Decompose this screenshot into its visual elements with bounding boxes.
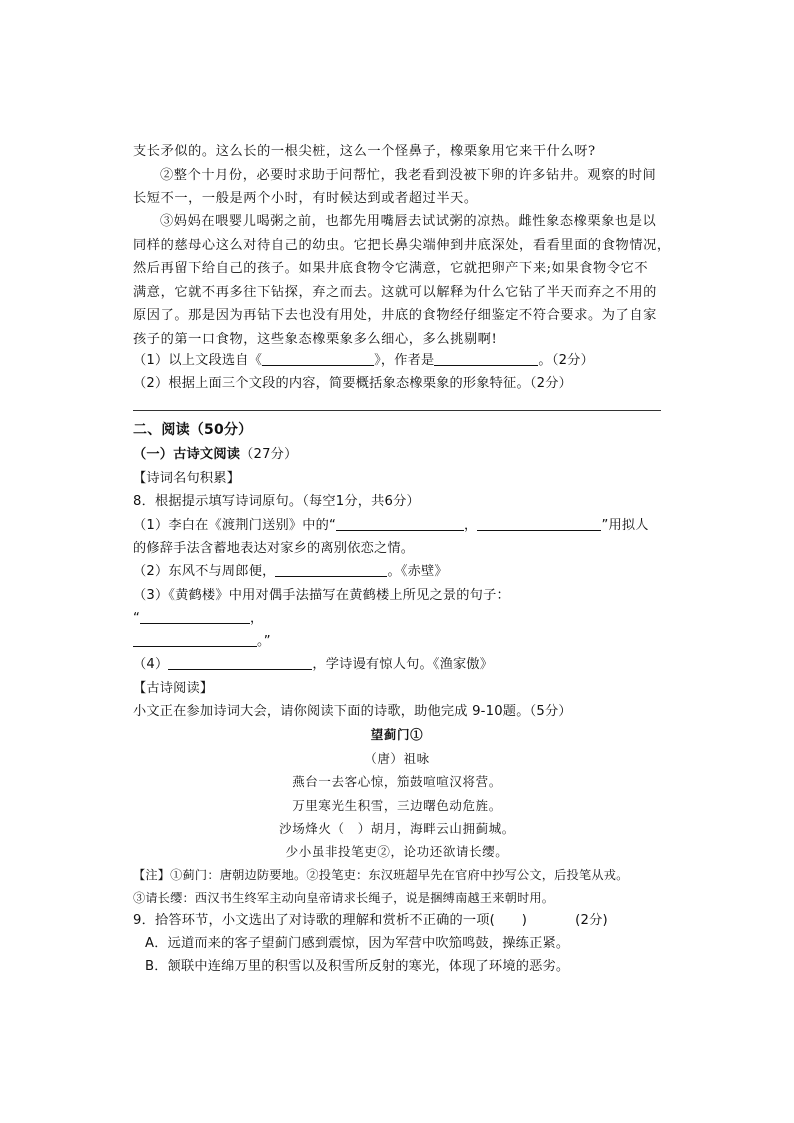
- passage-line: 然后再留下给自己的孩子。如果井底食物令它满意，它就把卵产下来;如果食物令它不: [133, 261, 649, 276]
- question-8: 8．根据提示填写诗词原句。（每空1分，共6分）: [133, 494, 420, 509]
- passage-line: ②整个十月份，必要时求助于问帮忙，我老看到没被下卵的许多钻井。观察的时间: [160, 168, 657, 183]
- question-8-3-line-b: 。”: [133, 633, 271, 651]
- answer-blank[interactable]: [168, 656, 312, 670]
- section-heading: 二、阅读（50分）: [133, 422, 253, 438]
- question-2: （2）根据上面三个文段的内容，简要概括象态橡栗象的形象特征。（2分）: [133, 376, 572, 391]
- passage-line: 满意，它就不再多往下钻探，弃之而去。这就可以解释为什么它钻了半天而弃之不用的: [133, 285, 657, 300]
- answer-blank[interactable]: [275, 563, 387, 577]
- passage-line: ③妈妈在喂婴儿喝粥之前，也都先用嘴唇去试试粥的凉热。雌性象态橡栗象也是以: [160, 214, 657, 229]
- passage-line: 同样的慈母心这么对待自己的幼虫。它把长鼻尖端伸到井底深处，看看里面的食物情况，: [133, 238, 671, 253]
- passage-line: 孩子的第一口食物，这些象态橡栗象多么细心，多么挑剔啊!: [133, 332, 498, 347]
- question-8-3: （3）《黄鹤楼》中用对偶手法描写在黄鹤楼上所见之景的句子：: [133, 588, 510, 603]
- answer-blank[interactable]: [336, 517, 464, 531]
- answer-blank[interactable]: [140, 610, 250, 624]
- subsection-tag: 【古诗阅读】: [133, 681, 214, 696]
- poem-line: 燕台一去客心惊，笳鼓喧喧汉将营。: [292, 774, 502, 789]
- answer-blank[interactable]: [477, 517, 601, 531]
- poem-line: 少小虽非投笔吏②，论功还欲请长缨。: [285, 844, 509, 859]
- answer-blank-source[interactable]: [262, 352, 374, 366]
- option-b[interactable]: B．颔联中连绵万里的积雪以及积雪所反射的寒光，体现了环境的恶劣。: [145, 959, 570, 974]
- passage-line: 支长矛似的。这么长的一根尖桩，这么一个怪鼻子，橡栗象用它来干什么呀?: [133, 144, 596, 159]
- poem-line: 万里寒光生积雪，三边曙色动危旌。: [292, 798, 502, 813]
- question-8-4: （4） ，学诗谩有惊人句。《渔家傲》: [133, 657, 494, 672]
- poem-title: 望蓟门①: [370, 727, 424, 742]
- poem-note: ③请长缨：西汉书生终军主动向皇帝请求长绳子，说是捆缚南越王来朝时用。: [133, 891, 555, 905]
- question-8-3-line-a: “ ，: [133, 611, 264, 626]
- section-divider: [133, 410, 661, 411]
- question-1: （1）以上文段选自《 》，作者是 。（2分）: [133, 353, 594, 368]
- question-8-1-cont: 的修辞手法含蓄地表达对家乡的离别依恋之情。: [133, 541, 415, 556]
- answer-blank[interactable]: [133, 633, 257, 647]
- subsection-heading: （一）古诗文阅读（27分）: [133, 447, 298, 462]
- question-8-1: （1）李白在《渡荆门送别》中的“ ， ”用拟人: [133, 518, 649, 533]
- poem-intro: 小文正在参加诗词大会，请你阅读下面的诗歌，助他完成 9-10题。（5分）: [133, 704, 572, 719]
- answer-blank-author[interactable]: [434, 352, 538, 366]
- option-a[interactable]: A．远道而来的客子望蓟门感到震惊，因为军营中吹笳鸣鼓，操练正紧。: [145, 936, 570, 951]
- poem-line: 沙场烽火（ ）胡月，海畔云山拥蓟城。: [279, 821, 515, 836]
- poem-author: （唐）祖咏: [364, 751, 430, 766]
- question-8-2: （2）东风不与周郎便， 。《赤壁》: [133, 564, 448, 579]
- question-9: 9．拾答环节，小文选出了对诗歌的理解和赏析不正确的一项( ) (2分): [133, 913, 608, 928]
- passage-line: 长短不一，一般是两个小时，有时候达到或者超过半天。: [133, 191, 478, 206]
- passage-line: 原因了。那是因为再钻下去也没有用处，井底的食物经仔细鉴定不符合要求。为了自家: [133, 308, 657, 323]
- poem-note: 【注】①蓟门：唐朝边防要地。②投笔吏：东汉班超早先在官府中抄写公文，后投笔从戎。: [133, 868, 629, 882]
- subsection-tag: 【诗词名句积累】: [133, 471, 241, 486]
